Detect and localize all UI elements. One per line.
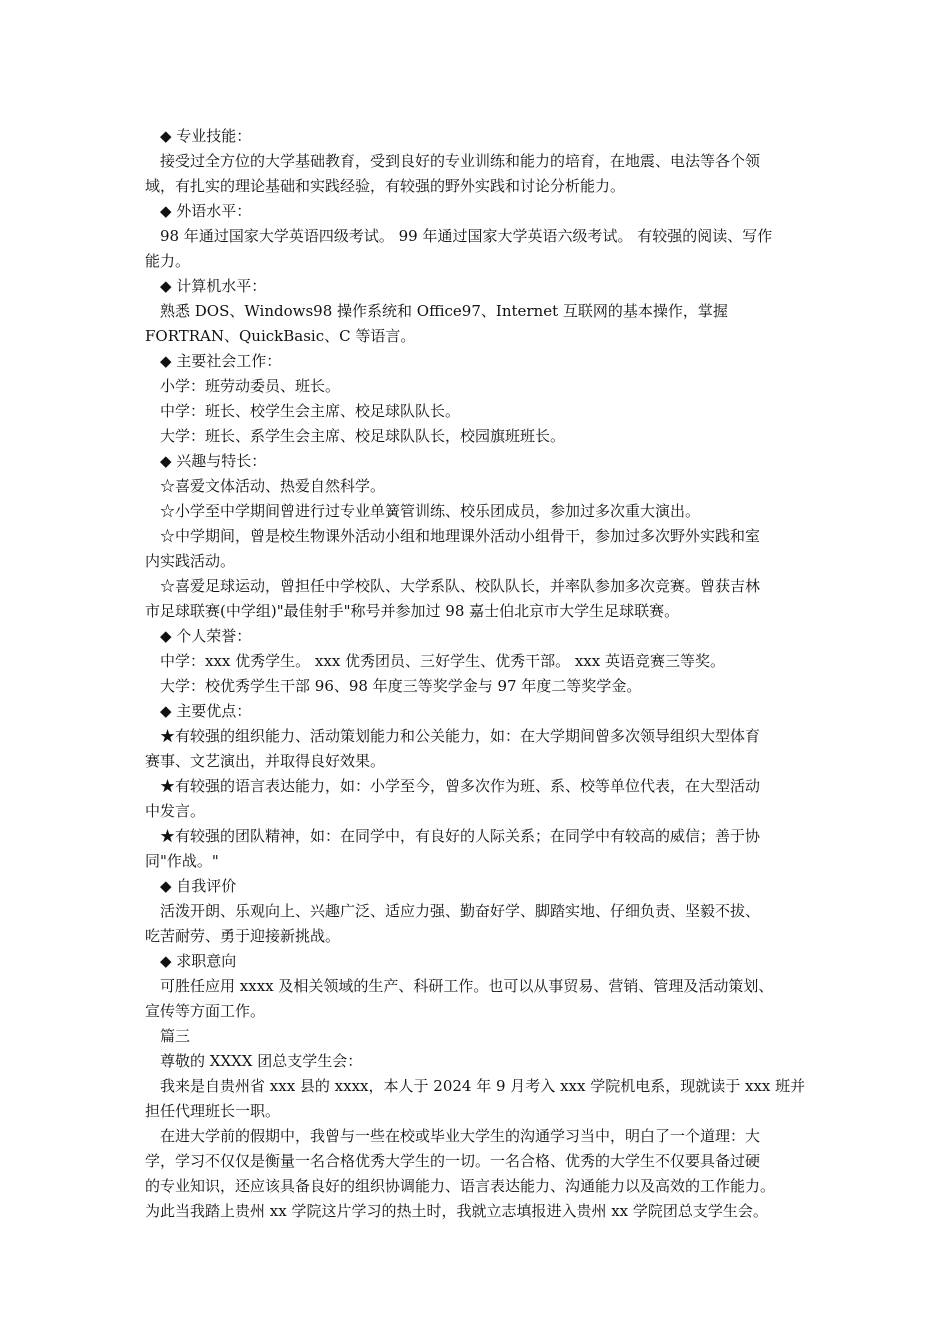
- text-line: 熟悉 DOS、Windows98 操作系统和 Office97、Internet 互联网的基本操作，掌握: [160, 302, 728, 320]
- text-line: ◆ 兴趣与特长：: [160, 452, 267, 470]
- text-line: ◆ 外语水平：: [160, 202, 252, 220]
- text-line: 大学：校优秀学生干部 96、98 年度三等奖学金与 97 年度二等奖学金。: [160, 677, 642, 695]
- text-line: ◆ 专业技能：: [160, 127, 252, 145]
- text-line: 在进大学前的假期中，我曾与一些在校或毕业大学生的沟通学习当中，明白了一个道理：大: [160, 1127, 761, 1145]
- text-line: 小学：班劳动委员、班长。: [160, 377, 341, 395]
- text-line: ☆喜爱足球运动，曾担任中学校队、大学系队、校队队长，并率队参加多次竞赛。曾获吉林: [160, 577, 761, 595]
- text-line: ☆中学期间，曾是校生物课外活动小组和地理课外活动小组骨干，参加过多次野外实践和室: [160, 527, 761, 545]
- text-line: 的专业知识，还应该具备良好的组织协调能力、语言表达能力、沟通能力以及高效的工作能力。: [145, 1177, 776, 1195]
- text-line: 98 年通过国家大学英语四级考试。 99 年通过国家大学英语六级考试。 有较强的阅读、写作: [160, 227, 773, 245]
- text-line: 可胜任应用 xxxx 及相关领域的生产、科研工作。也可以从事贸易、营销、管理及活动策划、: [160, 977, 774, 995]
- text-line: 中发言。: [145, 802, 206, 820]
- text-line: ◆ 个人荣誉：: [160, 627, 252, 645]
- text-line: 能力。: [145, 252, 191, 270]
- text-line: 中学：班长、校学生会主席、校足球队队长。: [160, 402, 461, 420]
- text-line: ◆ 自我评价: [160, 877, 237, 895]
- text-line: ★有较强的团队精神，如：在同学中，有良好的人际关系；在同学中有较高的威信；善于协: [160, 827, 761, 845]
- text-line: 活泼开朗、乐观向上、兴趣广泛、适应力强、勤奋好学、脚踏实地、仔细负责、坚毅不拔、: [160, 902, 761, 920]
- text-line: 我来是自贵州省 xxx 县的 xxxx，本人于 2024 年 9 月考入 xxx 学院机电系，现就读于 xxx 班并: [160, 1077, 805, 1095]
- text-line: 宣传等方面工作。: [145, 1002, 266, 1020]
- text-line: ◆ 计算机水平：: [160, 277, 267, 295]
- text-line: ◆ 求职意向: [160, 952, 237, 970]
- text-line: 中学：xxx 优秀学生。 xxx 优秀团员、三好学生、优秀干部。 xxx 英语竞赛三等奖。: [160, 652, 725, 670]
- text-line: ☆喜爱文体活动、热爱自然科学。: [160, 477, 386, 495]
- text-line: 为此当我踏上贵州 xx 学院这片学习的热土时，我就立志填报进入贵州 xx 学院团总支学生会。: [145, 1202, 768, 1220]
- text-line: ◆ 主要社会工作：: [160, 352, 282, 370]
- document-body: [145, 124, 805, 1224]
- text-line: ☆小学至中学期间曾进行过专业单簧管训练、校乐团成员，参加过多次重大演出。: [160, 502, 701, 520]
- text-line: 尊敬的 XXXX 团总支学生会：: [160, 1052, 363, 1070]
- text-line: 吃苦耐劳、勇于迎接新挑战。: [145, 927, 341, 945]
- text-line: 篇三: [160, 1027, 191, 1045]
- text-line: 担任代理班长一职。: [145, 1102, 281, 1120]
- text-line: 学，学习不仅仅是衡量一名合格优秀大学生的一切。一名合格、优秀的大学生不仅要具备过硬: [145, 1152, 761, 1170]
- text-line: 接受过全方位的大学基础教育，受到良好的专业训练和能力的培育，在地震、电法等各个领: [160, 152, 761, 170]
- text-line: 赛事、文艺演出，并取得良好效果。: [145, 752, 386, 770]
- text-line: 内实践活动。: [145, 552, 236, 570]
- text-line: ★有较强的组织能力、活动策划能力和公关能力，如：在大学期间曾多次领导组织大型体育: [160, 727, 761, 745]
- text-line: 市足球联赛(中学组)"最佳射手"称号并参加过 98 嘉士伯北京市大学生足球联赛。: [145, 602, 680, 620]
- text-line: 域，有扎实的理论基础和实践经验，有较强的野外实践和讨论分析能力。: [145, 177, 626, 195]
- text-line: 大学：班长、系学生会主席、校足球队队长，校园旗班班长。: [160, 427, 566, 445]
- text-line: FORTRAN、QuickBasic、C 等语言。: [145, 327, 416, 345]
- text-line: ◆ 主要优点：: [160, 702, 252, 720]
- text-line: ★有较强的语言表达能力，如：小学至今，曾多次作为班、系、校等单位代表，在大型活动: [160, 777, 761, 795]
- text-line: 同"作战。": [145, 852, 219, 870]
